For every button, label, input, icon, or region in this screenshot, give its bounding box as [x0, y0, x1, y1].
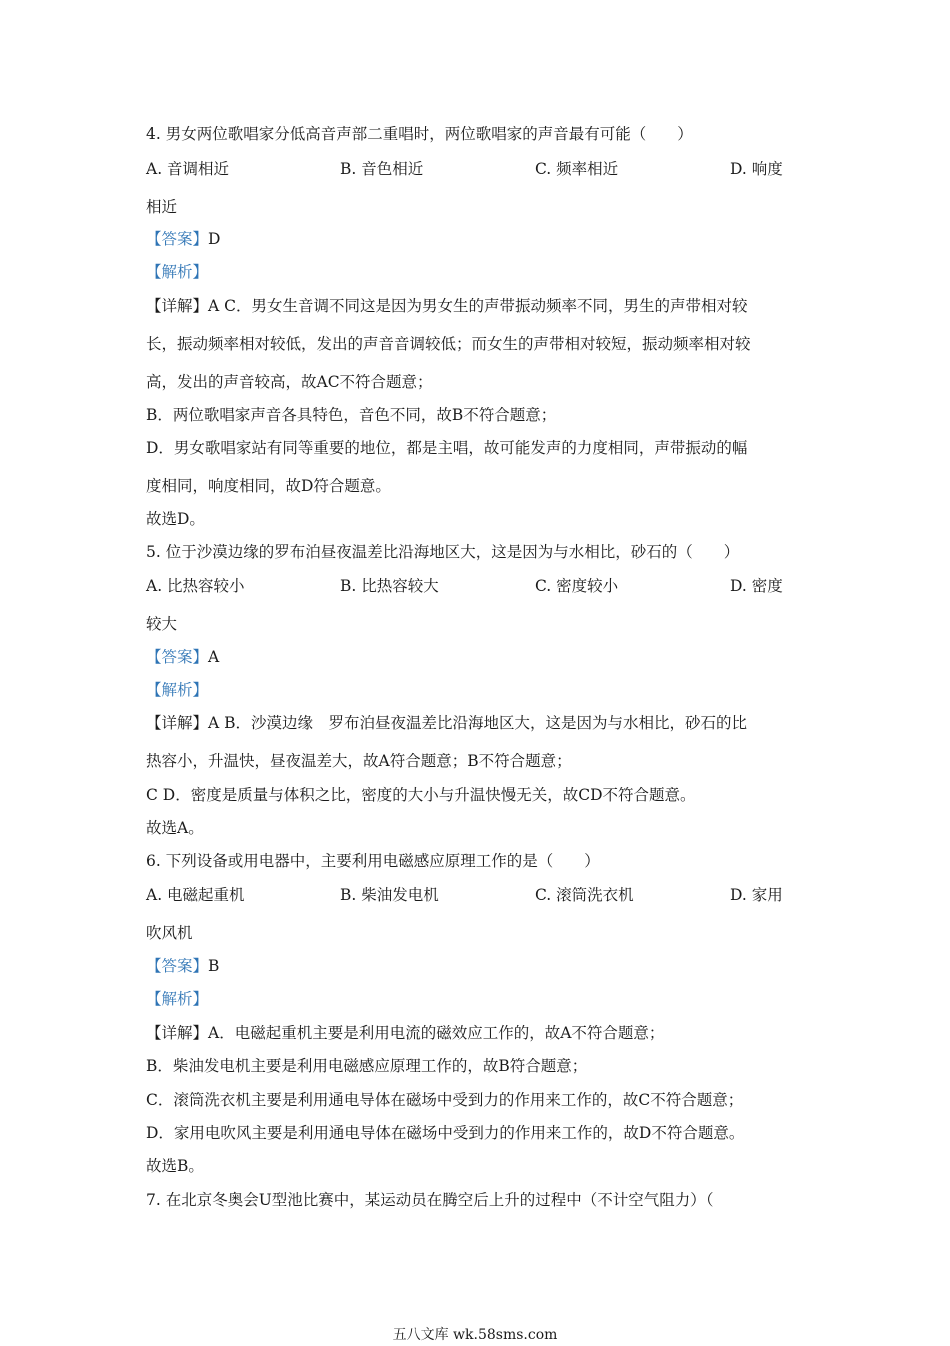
q4-option-d-wrap: 相近	[146, 198, 178, 216]
page-footer-watermark: 五八文库 wk.58sms.com	[392, 1327, 558, 1343]
answer-value: A	[208, 648, 220, 666]
q6-detail-line: B．柴油发电机主要是利用电磁感应原理工作的，故B符合题意；	[146, 1057, 588, 1075]
q5-detail-line: 故选A。	[146, 819, 204, 837]
q5-detail-line: 【详解】A B．沙漠边缘 罗布泊昼夜温差比沿海地区大，这是因为与水相比，砂石的比	[146, 714, 748, 732]
q4-answer	[146, 229, 220, 249]
q5-option-a: A. 比热容较小	[146, 577, 245, 595]
q5-option-c: C. 密度较小	[535, 577, 619, 595]
answer-tag: 【答案】	[146, 230, 209, 248]
q4-option-d: D. 响度	[730, 160, 783, 178]
q4-detail-line: D．男女歌唱家站有同等重要的地位，都是主唱，故可能发声的力度相同，声带振动的幅	[146, 439, 748, 457]
question-4-stem: 4. 男女两位歌唱家分低高音声部二重唱时，两位歌唱家的声音最有可能（ ）	[146, 125, 693, 143]
q5-option-d: D. 密度	[730, 577, 783, 595]
q6-option-d-wrap: 吹风机	[146, 924, 193, 942]
q6-detail-line: D．家用电吹风主要是利用通电导体在磁场中受到力的作用来工作的，故D不符合题意。	[146, 1124, 745, 1142]
q6-detail-line: 【详解】A．电磁起重机主要是利用电流的磁效应工作的，故A不符合题意；	[146, 1024, 665, 1042]
answer-value: D	[208, 230, 221, 248]
q6-answer	[146, 956, 219, 976]
q5-detail-line: 热容小，升温快，昼夜温差大，故A符合题意；B不符合题意；	[146, 752, 572, 770]
q4-detail-line: 长，振动频率相对较低，发出的声音音调较低；而女生的声带相对较短，振动频率相对较	[146, 335, 751, 353]
q4-detail-line: 度相同，响度相同，故D符合题意。	[146, 477, 391, 495]
q5-option-d-wrap: 较大	[146, 615, 178, 633]
q4-option-b: B. 音色相近	[340, 160, 424, 178]
q4-detail-line: 高，发出的声音较高，故AC不符合题意；	[146, 373, 433, 391]
q5-option-b: B. 比热容较大	[340, 577, 439, 595]
q4-detail-line: B．两位歌唱家声音各具特色，音色不同，故B不符合题意；	[146, 406, 557, 424]
question-7-stem: 7. 在北京冬奥会U型池比赛中，某运动员在腾空后上升的过程中（不计空气阻力）（	[146, 1191, 714, 1209]
q6-detail-line: 故选B。	[146, 1157, 204, 1175]
q6-option-b: B. 柴油发电机	[340, 886, 439, 904]
answer-value: B	[208, 957, 220, 975]
q6-option-a: A. 电磁起重机	[146, 886, 245, 904]
q4-option-c: C. 频率相近	[535, 160, 619, 178]
q4-option-a: A. 音调相近	[146, 160, 230, 178]
q6-analysis-tag: 【解析】	[146, 990, 209, 1008]
q5-detail-line: C D．密度是质量与体积之比，密度的大小与升温快慢无关，故CD不符合题意。	[146, 786, 696, 804]
answer-tag: 【答案】	[146, 957, 209, 975]
question-5-stem: 5. 位于沙漠边缘的罗布泊昼夜温差比沿海地区大，这是因为与水相比，砂石的（ ）	[146, 543, 740, 561]
question-6-stem: 6. 下列设备或用电器中，主要利用电磁感应原理工作的是（ ）	[146, 852, 600, 870]
q6-option-d: D. 家用	[730, 886, 783, 904]
q4-detail-line: 【详解】A C．男女生音调不同这是因为男女生的声带振动频率不同，男生的声带相对较	[146, 297, 748, 315]
q6-detail-line: C．滚筒洗衣机主要是利用通电导体在磁场中受到力的作用来工作的，故C不符合题意；	[146, 1091, 744, 1109]
q4-detail-line: 故选D。	[146, 510, 205, 528]
q4-analysis-tag: 【解析】	[146, 263, 209, 281]
q6-option-c: C. 滚筒洗衣机	[535, 886, 634, 904]
q5-answer	[146, 647, 219, 667]
answer-tag: 【答案】	[146, 648, 209, 666]
q5-analysis-tag: 【解析】	[146, 681, 209, 699]
